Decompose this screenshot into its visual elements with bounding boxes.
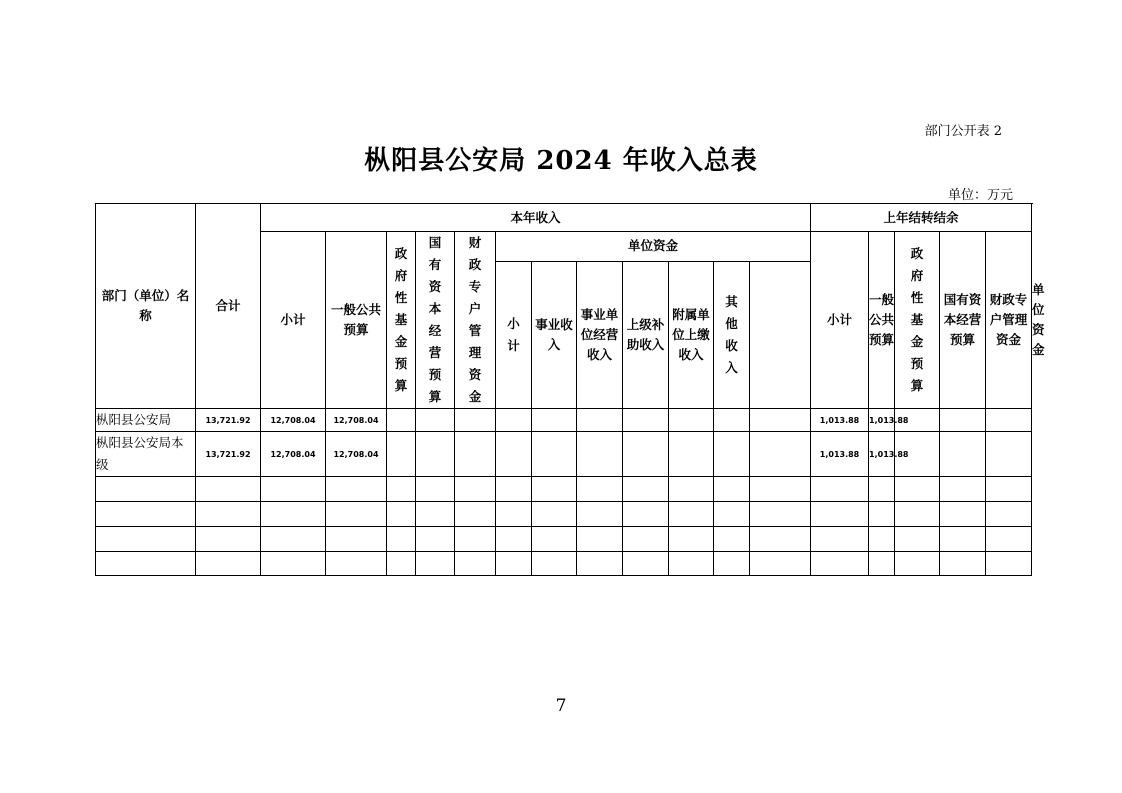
income-summary-table: 部门（单位）名称 合计 本年收入 上年结转结余 小计 一般公共预算 政府性基金预算 国有资本经营预算 财政专户管理资金 单位资金 小计 一般公共预算 政府性基金预算 国有资本经营预算 财政专户管理资金 单位资金 小计 事业收入 事业单位经营收入 上级补助收入 附属单位上缴收入 其他收入 枞阳县公安局 13,721.92 12,708.04 12,708.04 1,013.88 1,013.88 枞阳县公安局本级 13,721.92 12,708.04 12,708.04 1,013.88 1,013.88 — [95, 203, 1032, 576]
header-uf-business: 事业收入 — [532, 261, 577, 408]
table-row — [96, 432, 1032, 477]
header-total: 合计 — [196, 204, 261, 409]
header-current-year: 本年收入 — [261, 204, 811, 232]
header-carryover: 上年结转结余 — [811, 204, 1032, 232]
table-row-empty — [96, 527, 1032, 552]
header-uf-affiliated: 附属单位上缴收入 — [669, 261, 714, 408]
header-cy-subtotal: 小计 — [261, 232, 326, 409]
table-row-empty — [96, 477, 1032, 502]
row-cy-general: 12,708.04 — [326, 432, 387, 477]
table-row-empty — [96, 552, 1032, 576]
header-cy-state-capital: 国有资本经营预算 — [416, 232, 455, 409]
row-total: 13,721.92 — [196, 409, 261, 432]
row-cy-general: 12,708.04 — [326, 409, 387, 432]
page-number: 7 — [555, 696, 567, 716]
table-row-empty — [96, 502, 1032, 527]
header-co-subtotal: 小计 — [811, 232, 869, 409]
row-total: 13,721.92 — [196, 432, 261, 477]
header-cy-general: 一般公共预算 — [326, 232, 387, 409]
row-co-subtotal: 1,013.88 — [811, 432, 869, 477]
header-co-gov-fund: 政府性基金预算 — [895, 232, 940, 409]
header-co-general: 一般公共预算 — [869, 232, 895, 409]
header-cy-fiscal-special: 财政专户管理资金 — [455, 232, 496, 409]
row-co-subtotal: 1,013.88 — [811, 409, 869, 432]
header-unit-funds: 单位资金 — [496, 232, 811, 262]
header-cy-gov-fund: 政府性基金预算 — [387, 232, 416, 409]
header-co-fiscal-special: 财政专户管理资金 — [986, 232, 1032, 409]
header-co-state-capital: 国有资本经营预算 — [940, 232, 986, 409]
unit-label: 单位：万元 — [947, 188, 1013, 203]
form-number: 部门公开表 2 — [924, 124, 1002, 139]
header-uf-superior: 上级补助收入 — [623, 261, 669, 408]
row-name: 枞阳县公安局本级 — [96, 432, 196, 477]
row-cy-subtotal: 12,708.04 — [261, 432, 326, 477]
table-row — [96, 409, 1032, 432]
header-uf-other: 其他收入 — [714, 261, 750, 408]
row-co-general: 1,013.88 — [869, 409, 895, 432]
row-co-general: 1,013.88 — [869, 432, 895, 477]
header-uf-business-unit: 事业单位经营收入 — [577, 261, 623, 408]
row-cy-subtotal: 12,708.04 — [261, 409, 326, 432]
row-name: 枞阳县公安局 — [96, 409, 196, 432]
page-title: 枞阳县公安局 2024 年收入总表 — [364, 146, 758, 176]
header-uf-subtotal: 小计 — [496, 261, 532, 408]
header-dept: 部门（单位）名称 — [96, 204, 196, 409]
